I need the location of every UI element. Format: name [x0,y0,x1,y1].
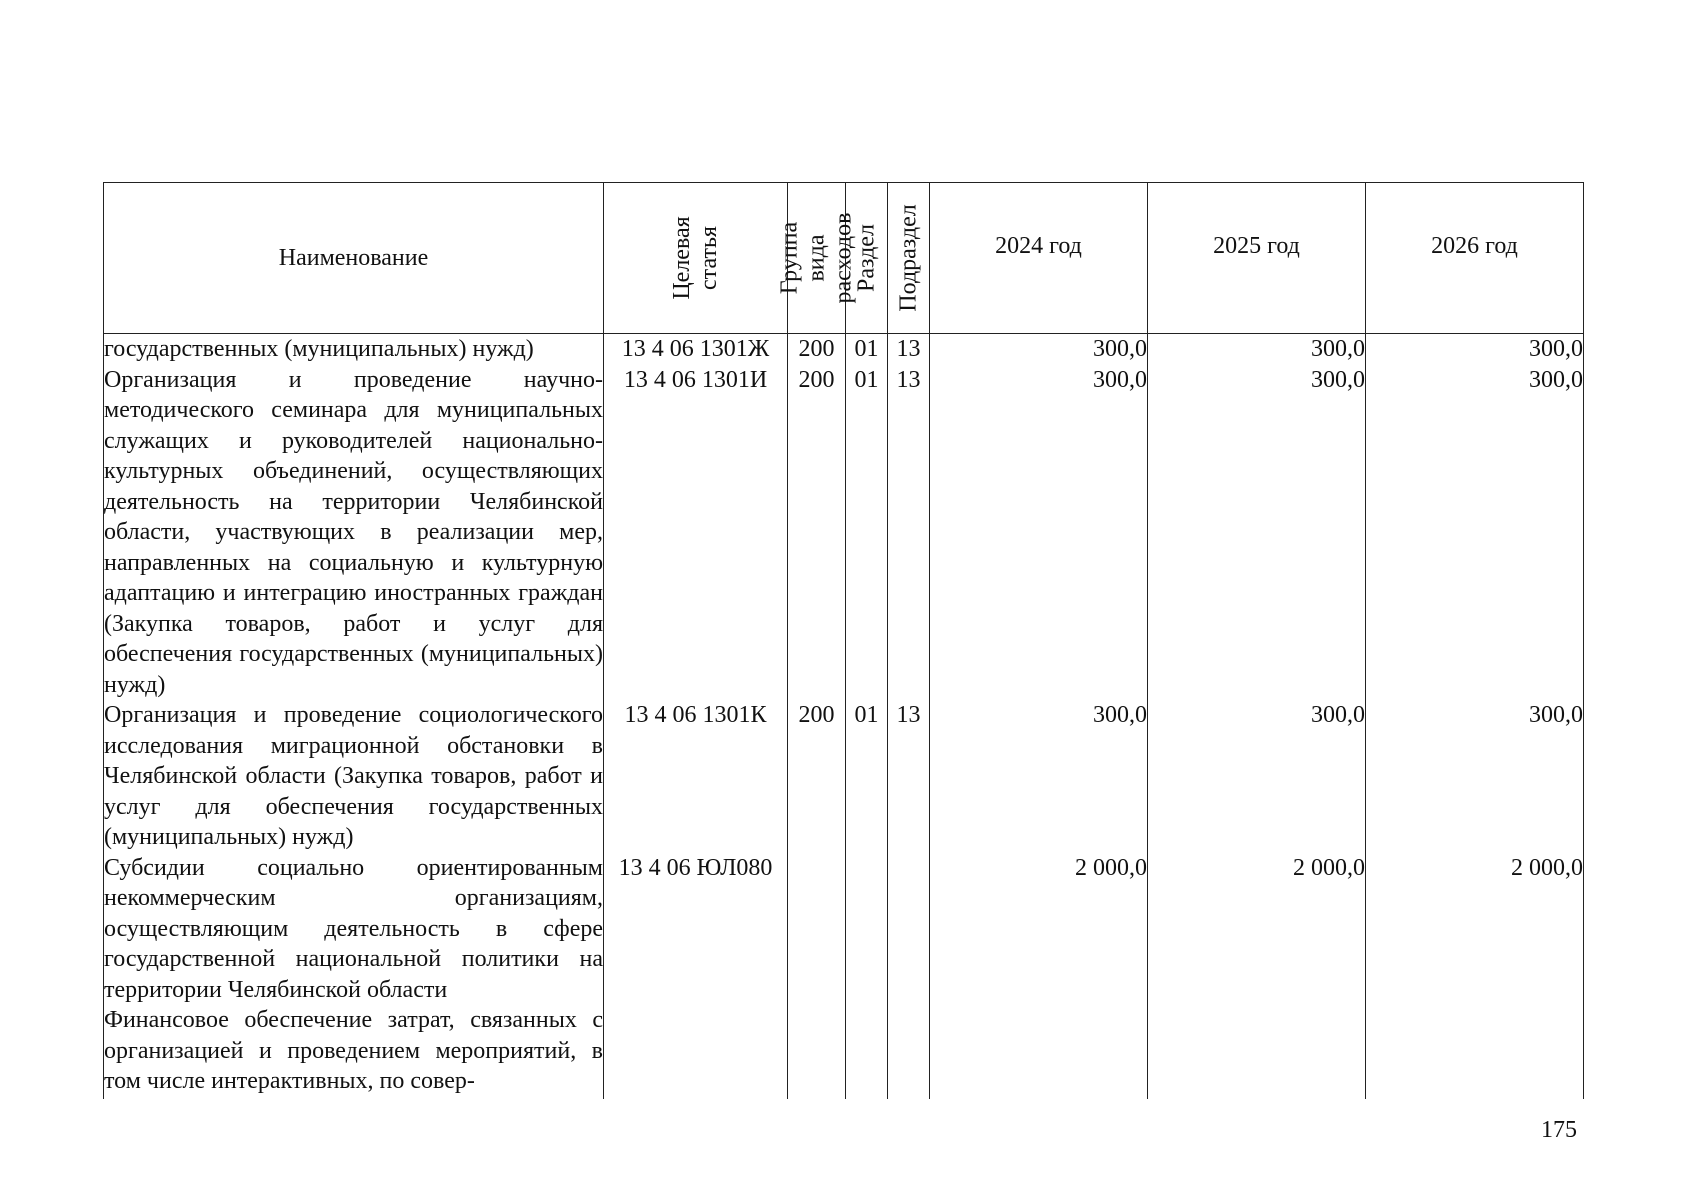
header-target-article: Целевая статья [604,183,788,334]
budget-table [103,182,1584,1099]
row-subsection [888,1005,930,1099]
table-row [104,365,1584,701]
row-subsection: 13 [888,365,930,701]
table-header-row [104,183,1584,334]
table-row [104,334,1584,365]
row-2024: 300,0 [930,700,1148,853]
header-2024: 2024 год [930,183,1148,334]
row-2025 [1148,1005,1366,1099]
row-target-article [604,1005,788,1099]
row-name: Организация и проведение социологического исследования миграционной обстановки в Челябинской области (Закупка товаров, работ и услуг для обеспечения государственных (муниципальных) нужд) [104,700,604,853]
row-section [846,1005,888,1099]
row-target-article: 13 4 06 1301К [604,700,788,853]
row-name: Финансовое обеспечение затрат, связанных с организацией и проведением мероприятий, в том числе интерактивных, по совер- [104,1005,604,1099]
row-section [846,853,888,1006]
row-2026: 2 000,0 [1366,853,1584,1006]
page-number: 175 [1541,1117,1577,1143]
row-expense-group [788,853,846,1006]
table-row [104,853,1584,1006]
row-2024: 2 000,0 [930,853,1148,1006]
row-2026: 300,0 [1366,365,1584,701]
row-name: государственных (муниципальных) нужд) [104,334,604,365]
row-2025: 300,0 [1148,334,1366,365]
row-2024 [930,1005,1148,1099]
row-expense-group: 200 [788,365,846,701]
table-row [104,700,1584,853]
row-2026: 300,0 [1366,700,1584,853]
row-name: Организация и проведение научно-методического семинара для муниципальных служащих и руководителей национально-культурных объединений, осуществляющих деятельность на территории Челябинской области, участвующих в реализации мер, направленных на социальную и культурную адаптацию и интеграцию иностранных граждан (Закупка товаров, работ и услуг для обеспечения государственных (муниципальных) нужд) [104,365,604,701]
row-2025: 2 000,0 [1148,853,1366,1006]
row-section: 01 [846,334,888,365]
row-subsection [888,853,930,1006]
row-name: Субсидии социально ориентированным некоммерческим организациям, осуществляющим деятельность в сфере государственной национальной политики на территории Челябинской области [104,853,604,1006]
header-expense-group: Группа вида расходов [788,183,846,334]
row-2024: 300,0 [930,365,1148,701]
header-2026: 2026 год [1366,183,1584,334]
row-2025: 300,0 [1148,365,1366,701]
header-subsection: Подраздел [888,183,930,334]
row-section: 01 [846,700,888,853]
row-expense-group: 200 [788,700,846,853]
header-2025: 2025 год [1148,183,1366,334]
header-section: Раздел [846,183,888,334]
row-expense-group: 200 [788,334,846,365]
row-2026: 300,0 [1366,334,1584,365]
header-name: Наименование [104,183,604,334]
row-2025: 300,0 [1148,700,1366,853]
row-target-article: 13 4 06 1301Ж [604,334,788,365]
row-subsection: 13 [888,334,930,365]
row-expense-group [788,1005,846,1099]
row-subsection: 13 [888,700,930,853]
row-2026 [1366,1005,1584,1099]
table-row [104,1005,1584,1099]
row-section: 01 [846,365,888,701]
row-target-article: 13 4 06 1301И [604,365,788,701]
row-target-article: 13 4 06 ЮЛ080 [604,853,788,1006]
row-2024: 300,0 [930,334,1148,365]
